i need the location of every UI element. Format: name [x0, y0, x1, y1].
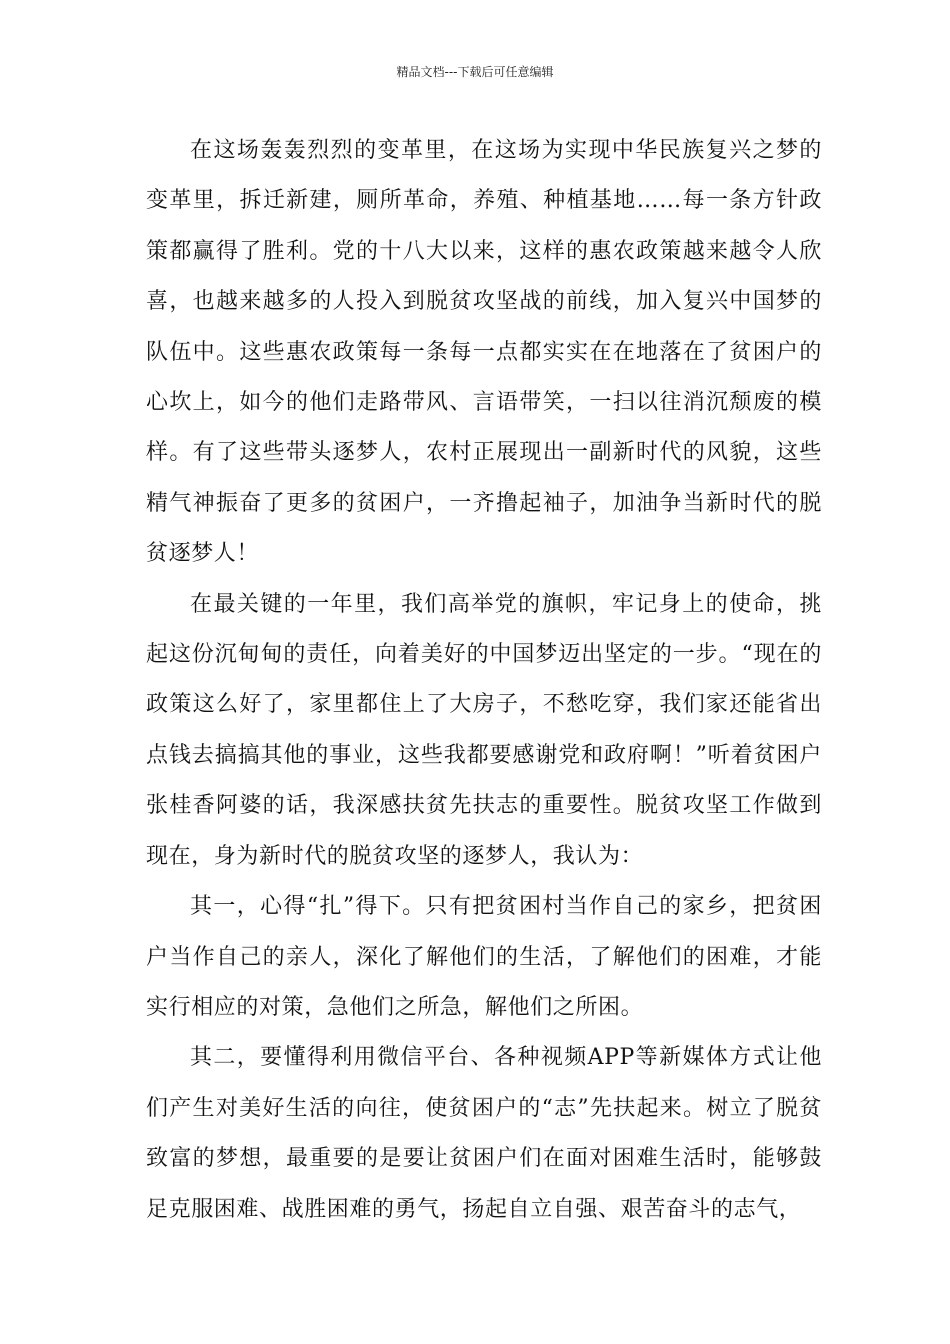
paragraph-2: 在最关键的一年里，我们高举党的旗帜，牢记身上的使命，挑起这份沉甸甸的责任，向着美好的中国梦迈出坚定的一步。“现在的政策这么好了，家里都住上了大房子，不愁吃穿，我们家还能省出点钱去搞搞其他的事业，这些我都要感谢党和政府啊！”听着贫困户张桂香阿婆的话，我深感扶贫先扶志的重要性。脱贫攻坚工作做到现在，身为新时代的脱贫攻坚的逐梦人，我认为： — [146, 591, 822, 869]
page-header: 精品文档---下载后可任意编辑 — [396, 65, 554, 79]
paragraph-1: 在这场轰轰烈烈的变革里，在这场为实现中华民族复兴之梦的变革里，拆迁新建，厕所革命，养殖、种植基地……每一条方针政策都赢得了胜利。党的十八大以来，这样的惠农政策越来越令人欣喜，也越来越多的人投入到脱贫攻坚战的前线，加入复兴中国梦的队伍中。这些惠农政策每一条每一点都实实在在地落在了贫困户的心坎上，如今的他们走路带风、言语带笑，一扫以往消沉颓废的模样。有了这些带头逐梦人，农村正展现出一副新时代的风貌，这些精气神振奋了更多的贫困户，一齐撸起袖子，加油争当新时代的脱贫逐梦人！ — [146, 138, 822, 567]
document-body — [146, 126, 822, 1235]
paragraph-3: 其一，心得“扎”得下。只有把贫困村当作自己的家乡，把贫困户当作自己的亲人，深化了解他们的生活，了解他们的困难，才能实行相应的对策，急他们之所急，解他们之所困。 — [146, 894, 822, 1020]
paragraph-4: 其二，要懂得利用微信平台、各种视频APP等新媒体方式让他们产生对美好生活的向往，使贫困户的“志”先扶起来。树立了脱贫致富的梦想，最重要的是要让贫困户们在面对困难生活时，能够鼓足克服困难、战胜困难的勇气，扬起自立自强、艰苦奋斗的志气， — [146, 1045, 822, 1222]
